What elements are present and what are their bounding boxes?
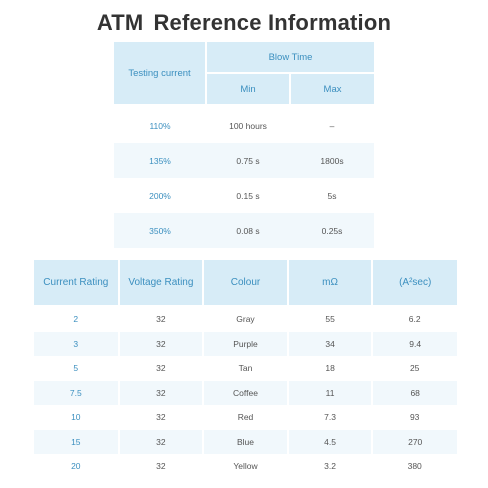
page-title bbox=[0, 10, 488, 36]
cell-max: – bbox=[329, 120, 335, 131]
cell-testing-current: 135% bbox=[114, 143, 206, 178]
cell-voltage-rating: 32 bbox=[156, 314, 166, 325]
cell-a2sec: 68 bbox=[372, 381, 457, 406]
cell-colour: Red bbox=[237, 412, 254, 423]
title-atm: ATM bbox=[96, 10, 144, 35]
header-colour: Colour bbox=[203, 260, 288, 305]
table-row bbox=[34, 430, 457, 455]
cell-voltage-rating: 32 bbox=[119, 430, 204, 455]
cell-min: 0.75 s bbox=[206, 143, 290, 178]
cell-colour: Coffee bbox=[203, 381, 288, 406]
header-a2sec: (A²sec) bbox=[372, 260, 457, 305]
cell-a2sec: 93 bbox=[409, 412, 420, 423]
cell-colour: Yellow bbox=[233, 461, 258, 472]
cell-voltage-rating: 32 bbox=[156, 461, 166, 472]
header-testing-current: Testing current bbox=[114, 42, 206, 104]
cell-min: 100 hours bbox=[229, 120, 267, 131]
header-current-rating: Current Rating bbox=[34, 260, 119, 305]
cell-min: 0.08 s bbox=[206, 213, 290, 248]
cell-a2sec: 25 bbox=[409, 363, 420, 374]
cell-current-rating: 3 bbox=[34, 332, 119, 357]
cell-testing-current: 200% bbox=[149, 190, 171, 201]
table-row bbox=[34, 381, 457, 406]
table-row bbox=[114, 108, 374, 143]
cell-resistance: 11 bbox=[288, 381, 373, 406]
cell-max: 0.25s bbox=[290, 213, 374, 248]
cell-max: 1800s bbox=[290, 143, 374, 178]
cell-resistance: 3.2 bbox=[324, 461, 336, 472]
cell-current-rating: 15 bbox=[34, 430, 119, 455]
cell-colour: Tan bbox=[238, 363, 253, 374]
table-row bbox=[34, 454, 457, 479]
cell-colour: Purple bbox=[203, 332, 288, 357]
cell-current-rating: 7.5 bbox=[34, 381, 119, 406]
cell-resistance: 18 bbox=[325, 363, 335, 374]
cell-voltage-rating: 32 bbox=[119, 332, 204, 357]
cell-voltage-rating: 32 bbox=[156, 363, 166, 374]
header-max: Max bbox=[290, 73, 374, 104]
table-row bbox=[34, 307, 457, 332]
header-voltage-rating: Voltage Rating bbox=[119, 260, 204, 305]
table-row bbox=[114, 178, 374, 213]
cell-colour: Blue bbox=[203, 430, 288, 455]
table-row bbox=[34, 332, 457, 357]
table-row bbox=[34, 405, 457, 430]
table-row bbox=[114, 213, 374, 248]
header-blow-time: Blow Time bbox=[206, 42, 374, 73]
header-min: Min bbox=[206, 73, 290, 104]
header-resistance: mΩ bbox=[288, 260, 373, 305]
cell-max: 5s bbox=[327, 190, 337, 201]
cell-a2sec: 9.4 bbox=[372, 332, 457, 357]
cell-current-rating: 10 bbox=[71, 412, 81, 423]
cell-current-rating: 2 bbox=[73, 314, 79, 325]
cell-current-rating: 20 bbox=[71, 461, 81, 472]
cell-min: 0.15 s bbox=[236, 190, 260, 201]
cell-resistance: 34 bbox=[288, 332, 373, 357]
cell-colour: Gray bbox=[236, 314, 255, 325]
cell-testing-current: 350% bbox=[114, 213, 206, 248]
blow-time-table bbox=[114, 42, 374, 248]
cell-a2sec: 270 bbox=[372, 430, 457, 455]
cell-a2sec: 380 bbox=[407, 461, 422, 472]
table-row bbox=[114, 143, 374, 178]
cell-testing-current: 110% bbox=[149, 120, 171, 131]
table-header-row bbox=[34, 260, 457, 305]
cell-voltage-rating: 32 bbox=[156, 412, 166, 423]
cell-resistance: 4.5 bbox=[288, 430, 373, 455]
cell-resistance: 7.3 bbox=[324, 412, 336, 423]
cell-current-rating: 5 bbox=[73, 363, 79, 374]
cell-resistance: 55 bbox=[325, 314, 335, 325]
title-reference-information: Reference Information bbox=[153, 10, 392, 35]
table-row bbox=[34, 356, 457, 381]
cell-a2sec: 6.2 bbox=[408, 314, 421, 325]
fuse-rating-table bbox=[34, 260, 458, 479]
cell-voltage-rating: 32 bbox=[119, 381, 204, 406]
